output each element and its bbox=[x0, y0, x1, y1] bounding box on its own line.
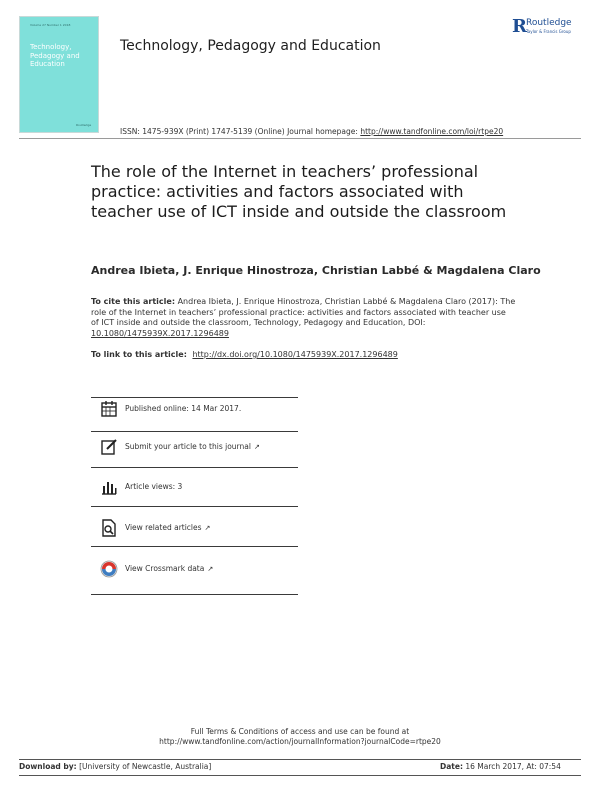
download-by bbox=[19, 762, 211, 771]
cover-volume: Volume 27 Number 1 2018 bbox=[30, 23, 71, 27]
citation-text: Andrea Ibieta, J. Enrique Hinostroza, Christian Labbé & Magdalena Claro (2017): The role of the Internet in teachers’ professional practice: activities and factors associated with teacher use of ICT inside and outside the classroom, Technology, Pedagogy and Education, DOI: bbox=[91, 297, 516, 327]
routledge-r-icon: R bbox=[512, 16, 527, 37]
crossmark-link[interactable] bbox=[125, 564, 213, 573]
footer-divider bbox=[19, 759, 581, 760]
article-doi-link[interactable]: http://dx.doi.org/10.1080/1475939X.2017.1296489 bbox=[192, 350, 398, 359]
citation-block bbox=[91, 297, 516, 339]
published-row bbox=[100, 400, 300, 422]
terms-notice bbox=[0, 727, 600, 747]
download-date-label: Date: bbox=[440, 762, 463, 771]
published-date: Published online: 14 Mar 2017. bbox=[125, 404, 242, 413]
meta-divider bbox=[91, 506, 298, 507]
download-by-value: [University of Newcastle, Australia] bbox=[79, 762, 212, 771]
article-authors: Andrea Ibieta, J. Enrique Hinostroza, Christian Labbé & Magdalena Claro bbox=[91, 264, 541, 277]
calendar-icon bbox=[100, 400, 118, 418]
document-search-icon bbox=[100, 519, 118, 537]
related-row[interactable] bbox=[100, 519, 300, 541]
external-link-icon: ↗ bbox=[204, 524, 211, 532]
meta-divider bbox=[91, 397, 298, 398]
crossmark-label: View Crossmark data bbox=[125, 564, 205, 573]
terms-line-1: Full Terms & Conditions of access and use can be found at bbox=[190, 727, 410, 736]
cover-publisher-mark: Routledge bbox=[76, 123, 92, 127]
meta-divider bbox=[91, 546, 298, 547]
article-views: Article views: 3 bbox=[125, 482, 183, 491]
crossmark-icon bbox=[100, 560, 118, 578]
submit-article-label: Submit your article to this journal bbox=[125, 442, 251, 451]
crossmark-row[interactable] bbox=[100, 560, 300, 582]
related-articles-link[interactable] bbox=[125, 523, 210, 532]
meta-divider bbox=[91, 594, 298, 595]
related-articles-label: View related articles bbox=[125, 523, 202, 532]
edit-icon bbox=[100, 438, 118, 456]
issn-line bbox=[120, 127, 503, 136]
external-link-icon: ↗ bbox=[207, 565, 214, 573]
article-title: The role of the Internet in teachers’ professional practice: activities and factors associated with teacher use of ICT inside and outside the classroom bbox=[91, 162, 507, 221]
submit-article-link[interactable] bbox=[125, 442, 260, 451]
meta-divider bbox=[91, 467, 298, 468]
meta-divider bbox=[91, 431, 298, 432]
bar-chart-icon bbox=[100, 478, 118, 496]
article-link-label: To link to this article: bbox=[91, 350, 187, 359]
journal-homepage-link[interactable]: http://www.tandfonline.com/loi/rtpe20 bbox=[360, 127, 504, 136]
cover-title: Technology, Pedagogy and Education bbox=[30, 43, 80, 68]
article-link-line bbox=[91, 350, 521, 359]
terms-url[interactable]: http://www.tandfonline.com/action/journalInformation?journalCode=rtpe20 bbox=[159, 737, 441, 746]
routledge-tagline: Taylor & Francis Group bbox=[526, 29, 571, 34]
download-date-value: 16 March 2017, At: 07:54 bbox=[465, 762, 561, 771]
external-link-icon: ↗ bbox=[253, 443, 260, 451]
journal-cover bbox=[19, 16, 99, 133]
download-date bbox=[440, 762, 561, 771]
citation-doi-link[interactable]: 10.1080/1475939X.2017.1296489 bbox=[91, 328, 229, 338]
routledge-logo bbox=[512, 17, 584, 39]
citation-label: To cite this article: bbox=[91, 297, 176, 306]
routledge-name: Routledge bbox=[526, 18, 572, 28]
views-row bbox=[100, 478, 300, 500]
header-divider bbox=[19, 138, 581, 139]
footer-divider-bottom bbox=[19, 775, 581, 776]
submit-row[interactable] bbox=[100, 438, 300, 460]
download-by-label: Download by: bbox=[19, 762, 77, 771]
issn-label: ISSN: 1475-939X (Print) 1747-5139 (Online) Journal homepage: bbox=[120, 127, 358, 136]
journal-title: Technology, Pedagogy and Education bbox=[120, 38, 381, 54]
